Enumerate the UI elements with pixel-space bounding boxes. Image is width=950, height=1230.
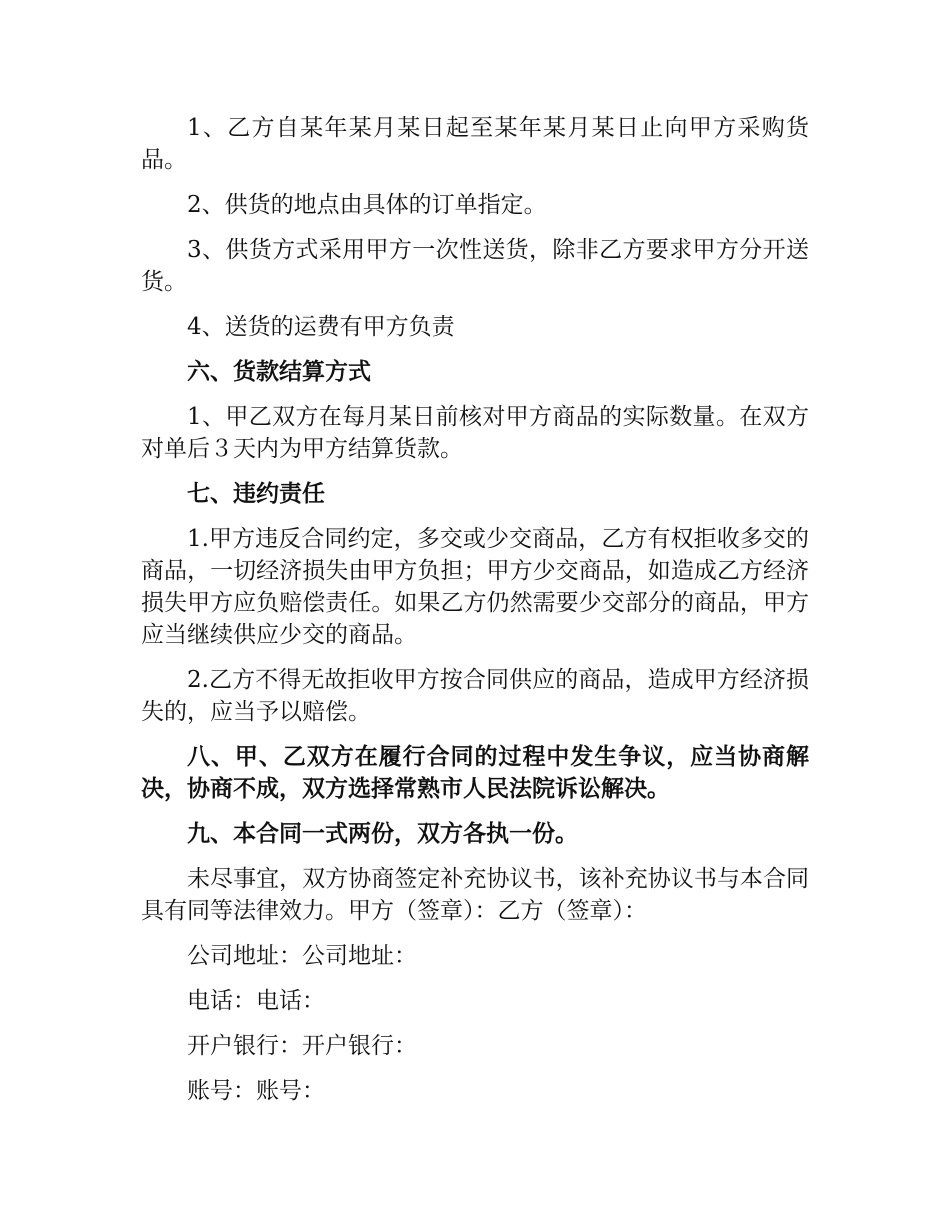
section-dispute-resolution: 八、甲、乙双方在履行合同的过程中发生争议，应当协商解决，协商不成，双方选择常熟市人民法院诉讼解决。	[141, 744, 809, 802]
field-company-address: 公司地址：公司地址：	[187, 943, 417, 969]
section-heading-payment: 六、货款结算方式	[187, 359, 371, 385]
field-bank: 开户银行：开户银行：	[187, 1033, 417, 1059]
clause-purchase-period: 1、乙方自某年某月某日起至某年某月某日止向甲方采购货品。	[141, 115, 809, 173]
clause-delivery-location: 2、供货的地点由具体的订单指定。	[187, 192, 547, 218]
clause-delivery-method: 3、供货方式采用甲方一次性送货，除非乙方要求甲方分开送货。	[141, 237, 809, 295]
clause-party-b-breach: 2.乙方不得无故拒收甲方按合同供应的商品，造成甲方经济损失的，应当予以赔偿。	[141, 667, 809, 725]
section-heading-liability: 七、违约责任	[187, 481, 325, 507]
document-body	[141, 112, 809, 1120]
clause-supplementary-signature: 未尽事宜，双方协商签定补充协议书，该补充协议书与本合同具有同等法律效力。甲方（签章）：乙方（签章）：	[141, 866, 809, 924]
section-copies: 九、本合同一式两份，双方各执一份。	[187, 821, 578, 847]
clause-payment-settlement: 1、甲乙双方在每月某日前核对甲方商品的实际数量。在双方对单后３天内为甲方结算货款。	[141, 404, 809, 462]
clause-party-a-breach: 1.甲方违反合同约定，多交或少交商品，乙方有权拒收多交的商品，一切经济损失由甲方负担；甲方少交商品，如造成乙方经济损失甲方应负赔偿责任。如果乙方仍然需要少交部分的商品，甲方应当继续供应少交的商品。	[141, 526, 809, 648]
field-account-number: 账号：账号：	[187, 1078, 325, 1104]
field-phone: 电话：电话：	[187, 988, 325, 1014]
clause-freight-cost: 4、送货的运费有甲方负责	[187, 314, 455, 340]
